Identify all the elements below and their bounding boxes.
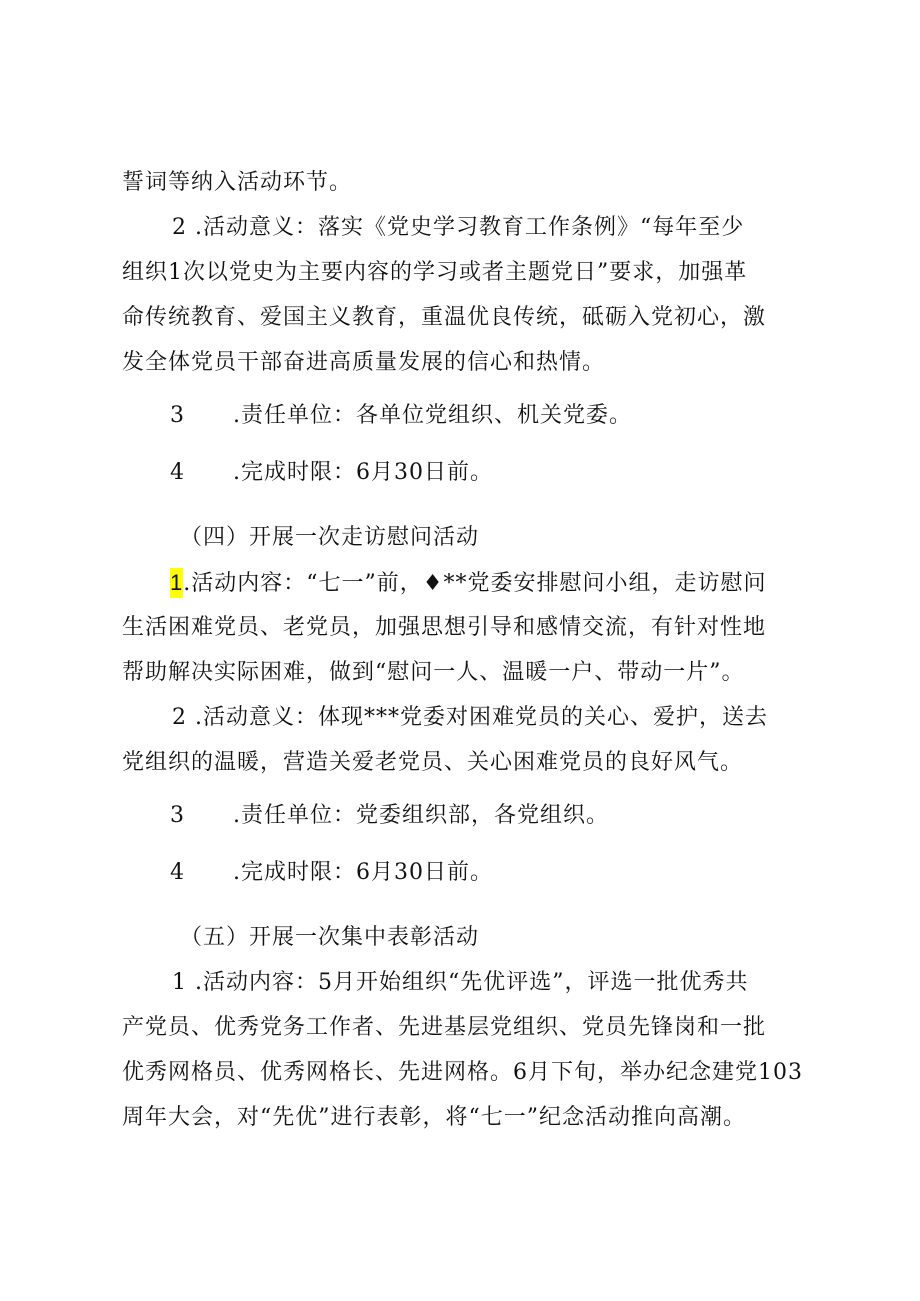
text-line-20: 周年大会，对“先优”进行表彰，将“七一”纪念活动推向高潮。 — [122, 1105, 746, 1130]
text-line-9 — [170, 568, 870, 599]
text-line-9-body: .活动内容：“七一”前，♦**党委安排慰问小组，走访慰问 — [183, 571, 767, 596]
text-line-4: 命传统教育、爱国主义教育，重温优良传统，砥砺入党初心，激 — [122, 305, 767, 330]
text-line-17: 1 .活动内容：5月开始组织“先优评选”，评选一批优秀共 — [172, 970, 749, 995]
text-line-18: 产党员、优秀党务工作者、先进基层党组织、党员先锋岗和一批 — [122, 1015, 767, 1040]
text-line-10: 生活困难党员、老党员，加强思想引导和感情交流，有针对性地 — [122, 615, 767, 640]
text-line-11: 帮助解决实际困难，做到“慰问一人、温暖一户、带动一片”。 — [122, 660, 745, 685]
text-line-19: 优秀网格员、优秀网格长、先进网格。6月下旬，举办纪念建党103 — [122, 1060, 803, 1085]
highlighted-number: 1 — [170, 568, 183, 598]
text-line-7: 4 .完成时限：6月30日前。 — [170, 460, 493, 485]
text-line-2: 2 .活动意义：落实《党史学习教育工作条例》“每年至少 — [172, 215, 745, 240]
text-line-15: 4 .完成时限：6月30日前。 — [170, 860, 493, 885]
text-line-12: 2 .活动意义：体现***党委对困难党员的关心、爱护，送去 — [172, 705, 768, 730]
text-line-5: 发全体党员干部奋进高质量发展的信心和热情。 — [122, 350, 606, 375]
text-line-14: 3 .责任单位：党委组织部，各党组织。 — [170, 803, 609, 828]
section-heading-5: （五）开展一次集中表彰活动 — [180, 925, 480, 950]
text-line-6: 3 .责任单位：各单位党组织、机关党委。 — [170, 403, 632, 428]
text-line-3: 组织1次以党史为主要内容的学习或者主题党日”要求，加强革 — [122, 260, 748, 285]
text-line-1: 誓词等纳入活动环节。 — [122, 170, 353, 195]
section-heading-4: （四）开展一次走访慰问活动 — [180, 525, 480, 550]
text-line-13: 党组织的温暖，营造关爱老党员、关心困难党员的良好风气。 — [122, 750, 744, 775]
